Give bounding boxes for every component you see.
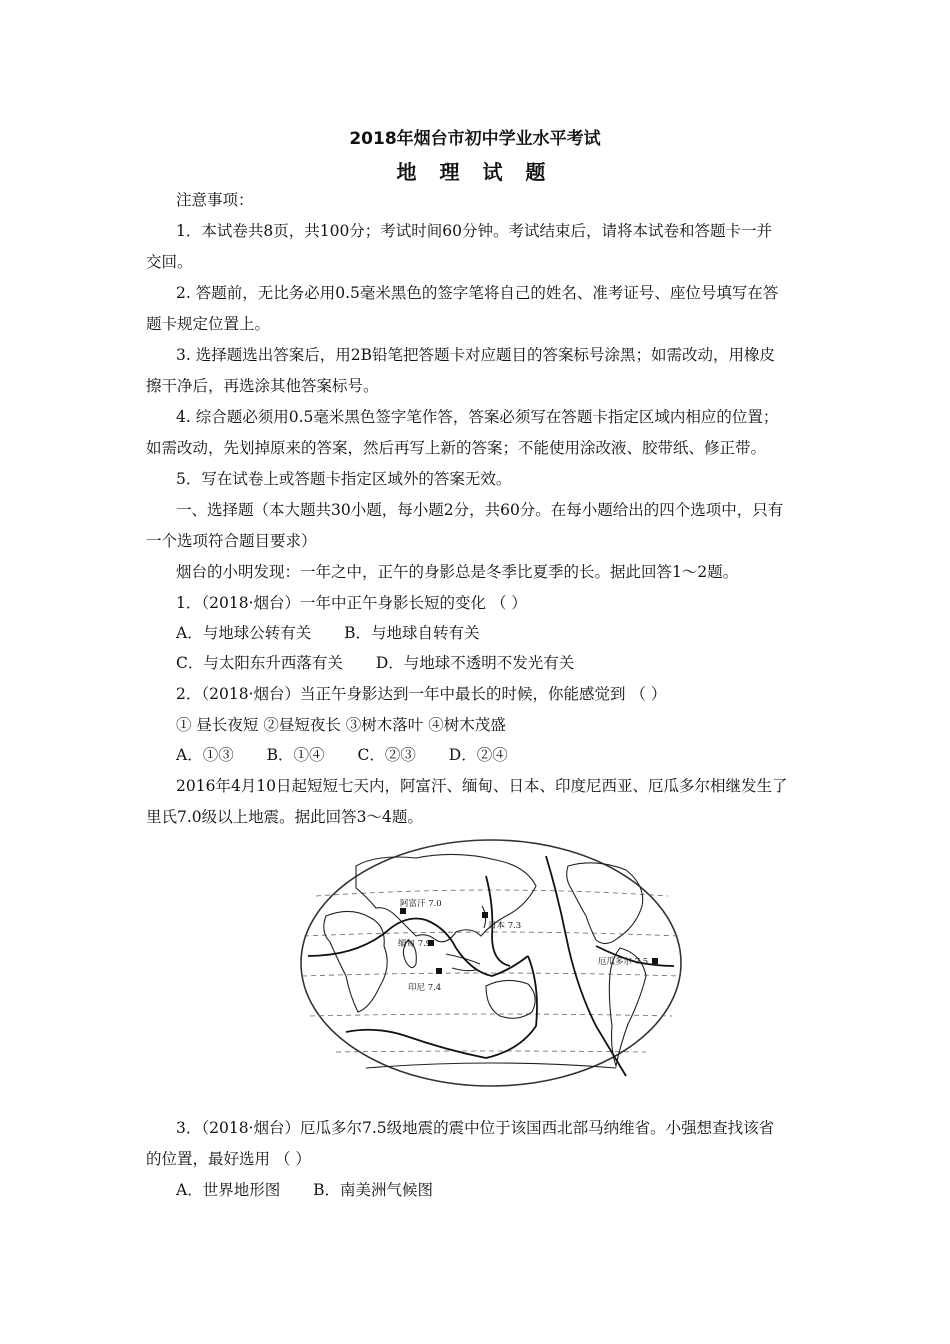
q3-stem-line1: 3．（2018·烟台）厄瓜多尔7.5级地震的震中位于该国西北部马纳维省。小强想查找该省 [176, 1119, 775, 1137]
notice-item-3-line1: 3. 选择题选出答案后，用2B铅笔把答题卡对应题目的答案标号涂黑；如需改动，用橡皮 [176, 346, 775, 364]
notice-item-4-line2: 如需改动，先划掉原来的答案，然后再写上新的答案；不能使用涂改液、胶带纸、修正带。 [146, 439, 767, 457]
intro-q3-4-line1: 2016年4月10日起短短七天内，阿富汗、缅甸、日本、印度尼西亚、厄瓜多尔相继发生了 [176, 777, 788, 795]
notice-item-1-line1: 1．本试卷共8页，共100分；考试时间60分钟。考试结束后，请将本试卷和答题卡一并 [176, 222, 773, 240]
map-label-indonesia: 印尼 7.4 [408, 983, 442, 993]
q1-options-row2 [176, 653, 602, 673]
q2-option-b[interactable]: B．①④ [266, 746, 325, 764]
q1-option-b[interactable]: B．与地球自转有关 [344, 624, 480, 642]
q1-option-a[interactable]: A．与地球公转有关 [176, 624, 312, 642]
q1-option-d[interactable]: D．与地球不透明不发光有关 [375, 654, 575, 672]
q1-options-row1 [176, 623, 508, 643]
q2-option-d[interactable]: D．②④ [448, 746, 508, 764]
world-plate-map [296, 836, 686, 1090]
intro-q3-4-line2: 里氏7.0级以上地震。据此回答3～4题。 [146, 808, 423, 826]
notice-item-3-line2: 擦干净后，再选涂其他答案标号。 [146, 377, 379, 395]
section1-line2: 一个选项符合题目要求） [146, 532, 317, 550]
q2-options [176, 745, 536, 765]
map-label-ecuador: 厄瓜多尔 7.5 [598, 957, 649, 967]
notice-item-2-line1: 2. 答题前，无比务必用0.5毫米黑色的签字笔将自己的姓名、准考证号、座位号填写在答 [176, 284, 779, 302]
q2-choices: ① 昼长夜短 ②昼短夜长 ③树木落叶 ④树木茂盛 [176, 716, 506, 734]
exam-subject: 地 理 试 题 [396, 160, 554, 184]
map-label-afghanistan: 阿富汗 7.0 [400, 899, 442, 909]
map-label-japan: 日本 7.3 [488, 921, 522, 931]
q3-option-a[interactable]: A．世界地形图 [176, 1181, 281, 1199]
q3-options [176, 1180, 461, 1200]
q1-stem: 1．（2018·烟台）一年中正午身影长短的变化 （ ） [176, 594, 527, 612]
q3-stem-line2: 的位置，最好选用 （ ） [146, 1150, 311, 1168]
exam-title: 2018年烟台市初中学业水平考试 [349, 129, 601, 149]
q2-stem: 2．（2018·烟台）当正午身影达到一年中最长的时候，你能感觉到 （ ） [176, 685, 667, 703]
notice-heading: 注意事项： [176, 191, 254, 209]
q2-option-c[interactable]: C．②③ [357, 746, 416, 764]
quake-marker-ecuador [652, 958, 658, 964]
q3-option-b[interactable]: B．南美洲气候图 [313, 1181, 434, 1199]
notice-item-4-line1: 4. 综合题必须用0.5毫米黑色签字笔作答，答案必须写在答题卡指定区域内相应的位置； [176, 408, 779, 426]
notice-item-1-line2: 交回。 [146, 253, 193, 271]
q1-option-c[interactable]: C．与太阳东升西落有关 [176, 654, 343, 672]
quake-marker-indonesia [436, 968, 442, 974]
intro-q1-2: 烟台的小明发现：一年之中，正午的身影总是冬季比夏季的长。据此回答1～2题。 [176, 563, 739, 581]
notice-item-2-line2: 题卡规定位置上。 [146, 315, 271, 333]
map-label-myanmar: 缅甸 7.9 [398, 939, 432, 949]
quake-marker-japan [482, 912, 488, 918]
notice-item-5: 5．写在试卷上或答题卡指定区域外的答案无效。 [176, 470, 512, 488]
q2-option-a[interactable]: A．①③ [176, 746, 234, 764]
section1-line1: 一、选择题（本大题共30小题，每小题2分，共60分。在每小题给出的四个选项中，只有 [176, 501, 784, 519]
